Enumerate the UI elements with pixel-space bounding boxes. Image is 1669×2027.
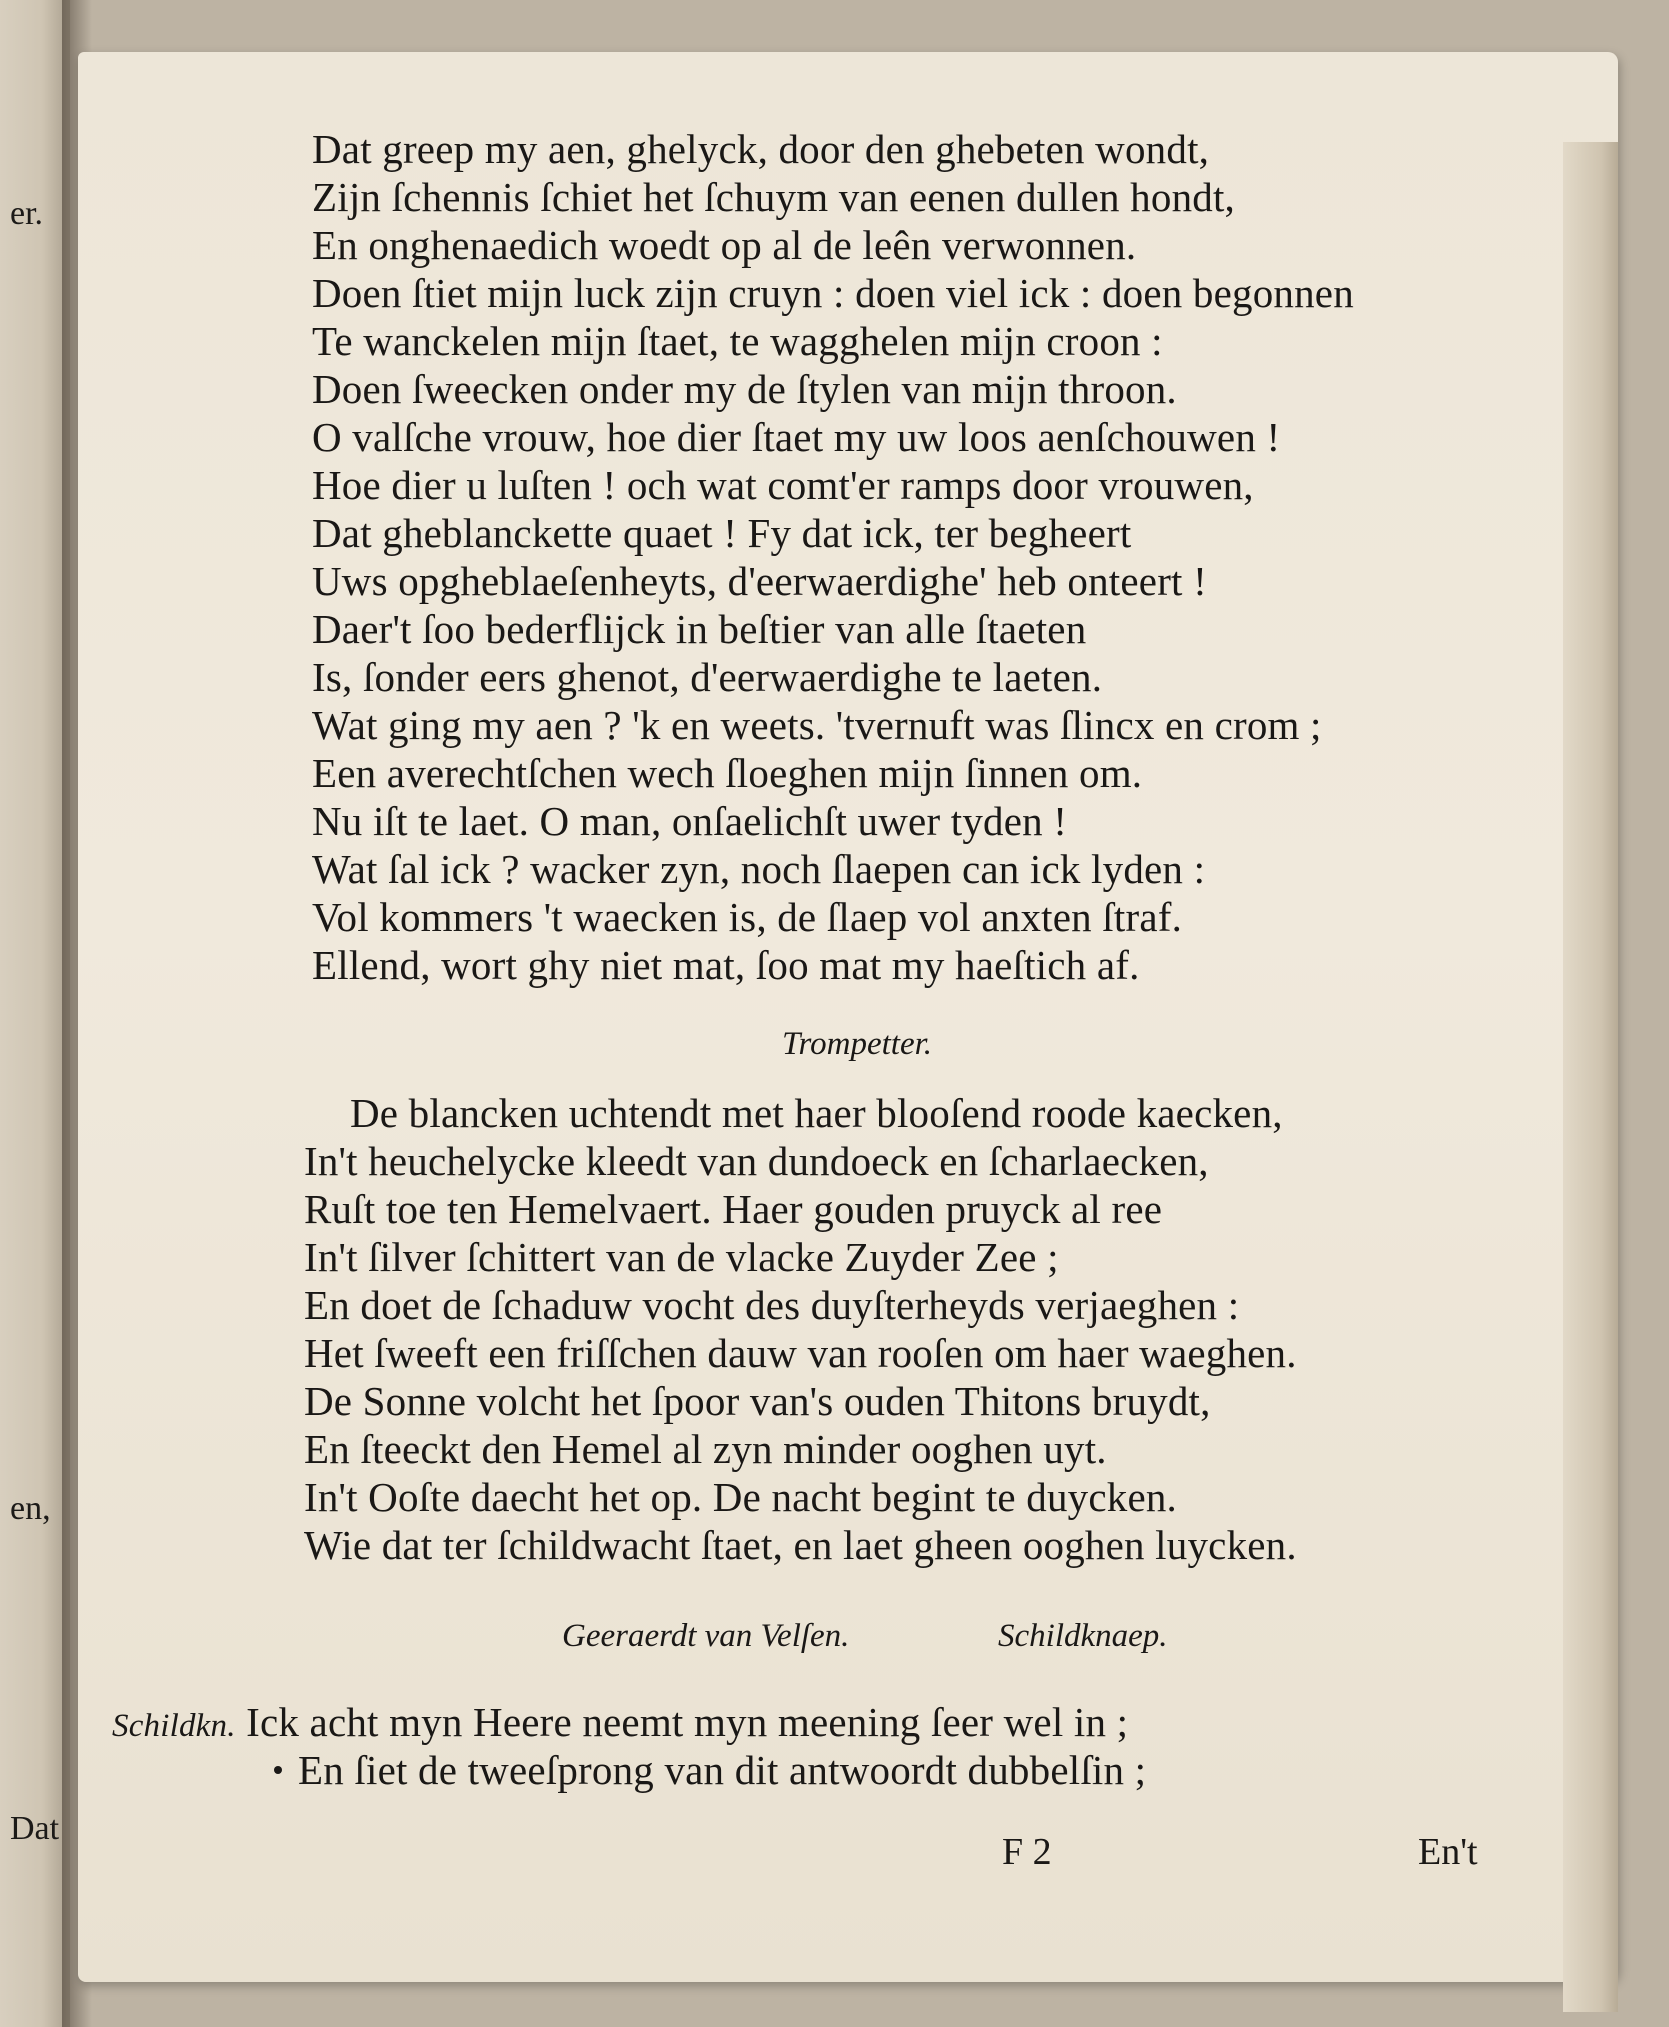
page-edge [1563, 142, 1618, 2012]
speaker-heading: Geeraerdt van Velſen. [562, 1618, 850, 1654]
signature-mark: F 2 [1002, 1831, 1052, 1873]
verse-line: Nu iſt te laet. O man, onſaelichſt uwer tyden ! [312, 798, 1068, 844]
verse-line: En ſteeckt den Hemel al zyn minder ooghen uyt. [304, 1426, 1107, 1472]
verse-line: Dat greep my aen, ghelyck, door den ghebeten wondt, [312, 126, 1210, 172]
verse-line: Uws opgheblaeſenheyts, d'eerwaerdighe' heb onteert ! [312, 558, 1207, 604]
verse-line: Zijn ſchennis ſchiet het ſchuym van eenen dullen hondt, [312, 174, 1236, 220]
verse-line: In't Ooſte daecht het op. De nacht begint te duycken. [304, 1474, 1178, 1520]
verse-line: Het ſweeft een friſſchen dauw van rooſen om haer waeghen. [304, 1330, 1297, 1376]
book-page [78, 52, 1618, 1982]
verse-line: En onghenaedich woedt op al de leên verwonnen. [312, 222, 1137, 268]
facing-page-fragment: en, [10, 1490, 51, 1527]
dialogue-line [112, 1698, 1128, 1746]
verse-line: De Sonne volcht het ſpoor van's ouden Thitons bruydt, [304, 1378, 1211, 1424]
verse-line: Dat gheblanckette quaet ! Fy dat ick, ter begheert [312, 510, 1132, 556]
dialogue-text: Ick acht myn Heere neemt myn meening ſeer wel in ; [246, 1699, 1129, 1745]
verse-line: Doen ſtiet mijn luck zijn cruyn : doen viel ick : doen begonnen [312, 270, 1354, 316]
catchword: En't [1418, 1831, 1478, 1873]
dialogue-line: En ſiet de tweeſprong van dit antwoordt dubbelſin ; [298, 1747, 1147, 1793]
verse-line: Hoe dier u luſten ! och wat comt'er ramps door vrouwen, [312, 462, 1254, 508]
verse-line: Daer't ſoo bederflijck in beſtier van alle ſtaeten [312, 606, 1087, 652]
verse-line: O valſche vrouw, hoe dier ſtaet my uw loos aenſchouwen ! [312, 414, 1281, 460]
bullet-mark [274, 1766, 282, 1774]
verse-line: Wat ging my aen ? 'k en weets. 'tvernuft was ſlincx en crom ; [312, 702, 1322, 748]
verse-line: Wat ſal ick ? wacker zyn, noch ſlaepen can ick lyden : [312, 846, 1206, 892]
verse-line: De blancken uchtendt met haer blooſend roode kaecken, [350, 1090, 1283, 1136]
verse-line: Ellend, wort ghy niet mat, ſoo mat my haeſtich af. [312, 942, 1140, 988]
verse-line: Vol kommers 't waecken is, de ſlaep vol anxten ſtraf. [312, 894, 1183, 940]
verse-line: Ruſt toe ten Hemelvaert. Haer gouden pruyck al ree [304, 1186, 1163, 1232]
speaker-heading: Schildknaep. [998, 1618, 1168, 1654]
speaker-tag: Schildkn. [112, 1708, 236, 1744]
verse-line: Te wanckelen mijn ſtaet, te wagghelen mijn croon : [312, 318, 1163, 364]
verse-line: En doet de ſchaduw vocht des duyſterheyds verjaeghen : [304, 1282, 1240, 1328]
speaker-heading: Trompetter. [782, 1026, 933, 1062]
verse-line: In't heuchelycke kleedt van dundoeck en ſcharlaecken, [304, 1138, 1209, 1184]
facing-page-fragment: Dat [10, 1810, 60, 1847]
verse-line: Wie dat ter ſchildwacht ſtaet, en laet gheen ooghen luycken. [304, 1522, 1297, 1568]
facing-page-edge [0, 0, 70, 2027]
verse-line: In't ſilver ſchittert van de vlacke Zuyder Zee ; [304, 1234, 1059, 1280]
verse-line: Is, ſonder eers ghenot, d'eerwaerdighe te laeten. [312, 654, 1103, 700]
facing-page-fragment: er. [10, 195, 44, 232]
verse-line: Doen ſweecken onder my de ſtylen van mijn throon. [312, 366, 1177, 412]
verse-line: Een averechtſchen wech ſloeghen mijn ſinnen om. [312, 750, 1143, 796]
